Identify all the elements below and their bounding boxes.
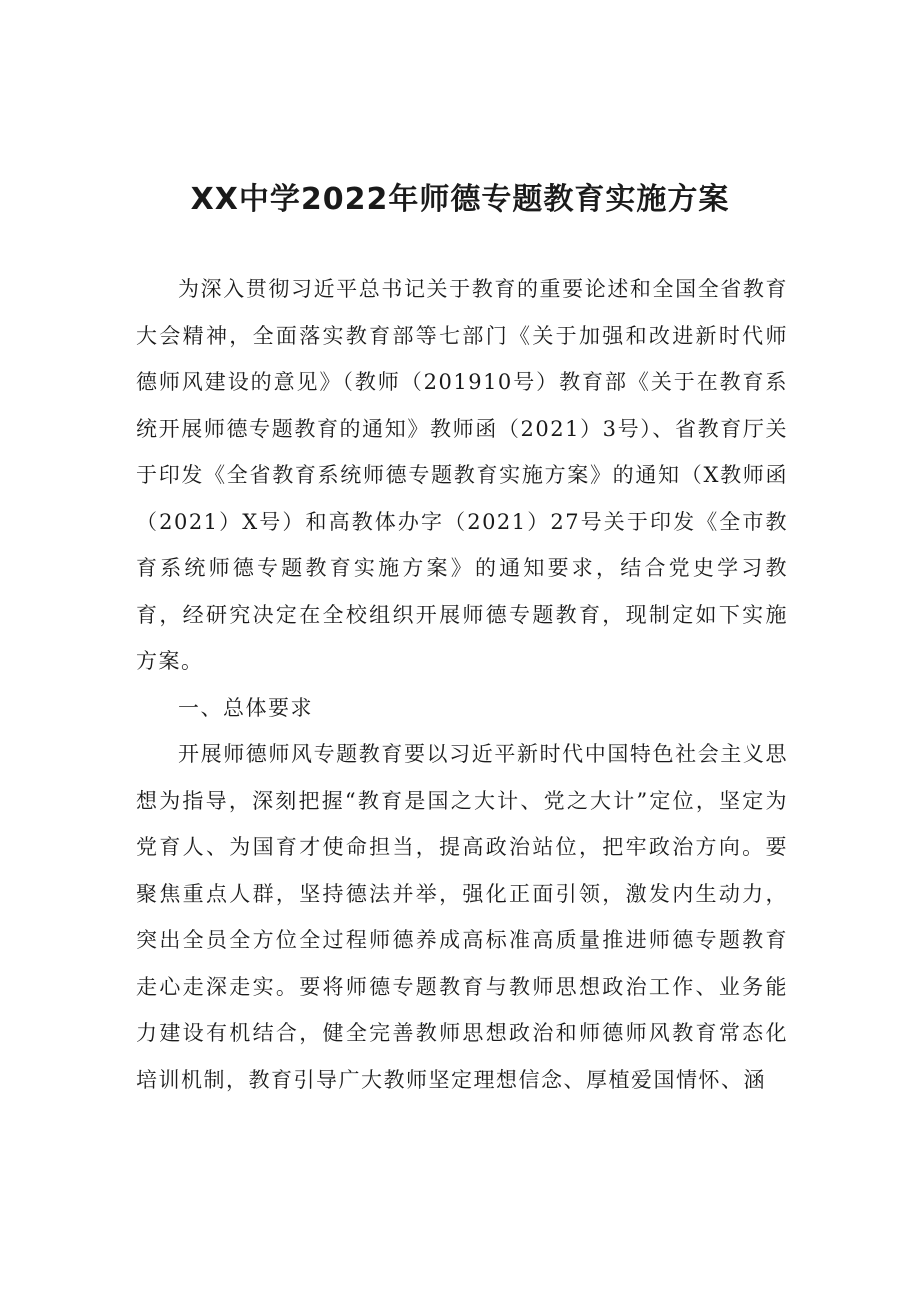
- section-heading-general-requirements: 一、总体要求: [178, 695, 313, 720]
- document-body: [136, 266, 788, 1103]
- document-title: XX中学2022年师德专题教育实施方案: [190, 182, 730, 217]
- section-paragraph-general-requirements: 开展师德师风专题教育要以习近平新时代中国特色社会主义思想为指导，深刻把握“教育是国之大计、党之大计”定位，坚定为党育人、为国育才使命担当，提高政治站位，把牢政治方向。要聚焦重点人群，坚持德法并举，强化正面引领，激发内生动力，突出全员全方位全过程师德养成高标准高质量推进师德专题教育走心走深走实。要将师德专题教育与教师思想政治工作、业务能力建设有机结合，健全完善教师思想政治和师德师风教育常态化培训机制，教育引导广大教师坚定理想信念、厚植爱国情怀、涵: [136, 742, 788, 1092]
- intro-paragraph: 为深入贯彻习近平总书记关于教育的重要论述和全国全省教育大会精神，全面落实教育部等七部门《关于加强和改进新时代师德师风建设的意见》（教师（201910号）教育部《关于在教育系统开展师德专题教育的通知》教师函（2021）3号）、省教育厅关于印发《全省教育系统师德专题教育实施方案》的通知（X教师函（2021）X号）和高教体办字（2021）27号关于印发《全市教育系统师德专题教育实施方案》的通知要求，结合党史学习教育，经研究决定在全校组织开展师德专题教育，现制定如下实施方案。: [136, 277, 788, 673]
